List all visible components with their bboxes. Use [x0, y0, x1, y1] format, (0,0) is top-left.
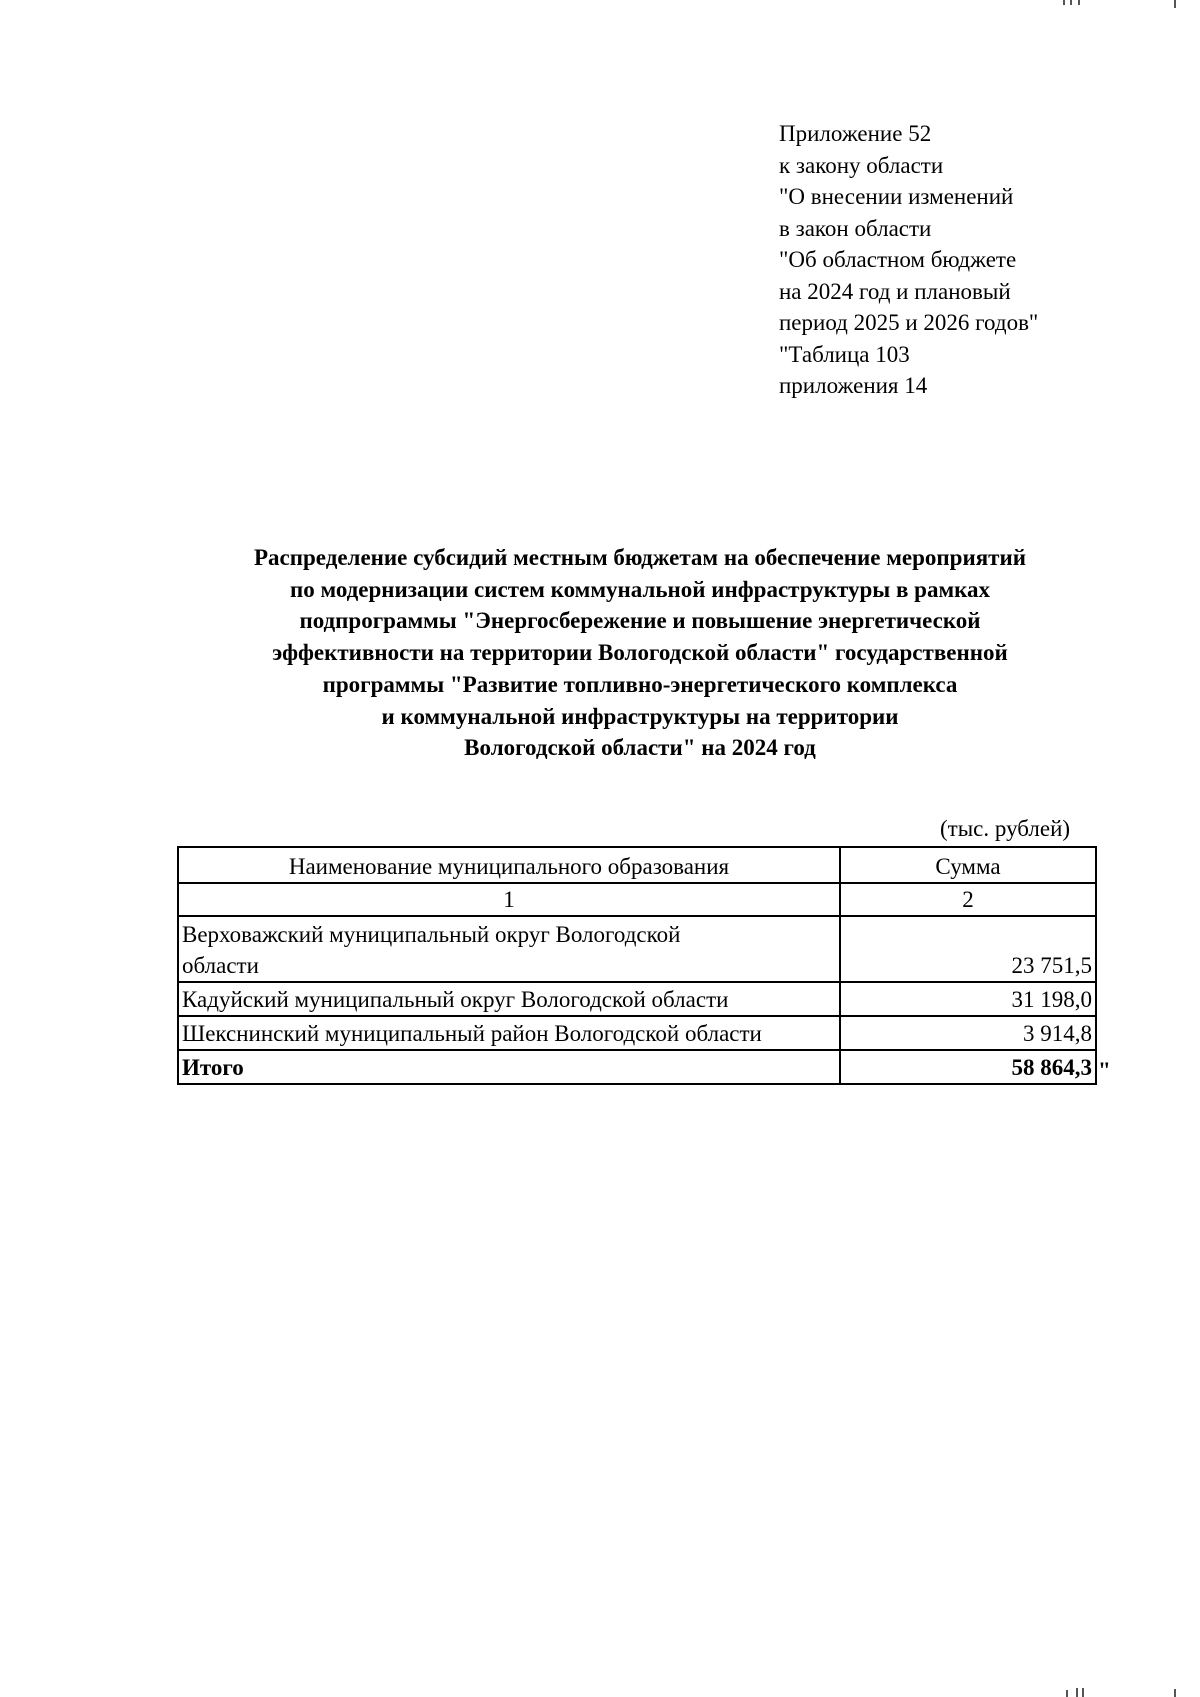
amount-cell: 3 914,8: [840, 1016, 1096, 1050]
header-amount: Сумма: [840, 847, 1096, 883]
table-row: [178, 982, 1096, 1016]
scan-mark: [1078, 0, 1080, 5]
title-line: Вологодской области" на 2024 год: [464, 735, 816, 761]
appendix-line: к закону области: [779, 152, 944, 178]
table-row: [178, 916, 1096, 982]
appendix-line: на 2024 год и плановый: [779, 278, 1011, 304]
column-number: 1: [178, 883, 840, 916]
municipality-name-line: Верховажский муниципальный округ Вологодской: [182, 922, 681, 947]
title-line: эффективности на территории Вологодской области" государственной: [272, 640, 1008, 666]
appendix-header: [779, 118, 1038, 402]
scan-mark: [1174, 1689, 1176, 1697]
table-header-row: [178, 847, 1096, 883]
title-line: по модернизации систем коммунальной инфраструктуры в рамках: [289, 576, 991, 602]
amount-cell: 31 198,0: [840, 982, 1096, 1016]
municipality-name: [178, 916, 840, 982]
municipality-name: Шекснинский муниципальный район Вологодской области: [178, 1016, 840, 1050]
scan-mark: [1174, 0, 1176, 8]
closing-quote: ": [1098, 1058, 1111, 1083]
subsidies-table: [177, 846, 1097, 1085]
scan-mark: [1076, 1688, 1078, 1697]
title-line: программы "Развитие топливно-энергетического комплекса: [322, 671, 958, 697]
total-amount: 58 864,3: [840, 1050, 1096, 1084]
table-column-numbers-row: [178, 883, 1096, 916]
table-total-row: [178, 1050, 1096, 1084]
title-line: подпрограммы "Энергосбережение и повышение энергетической: [299, 608, 981, 634]
appendix-line: "Об областном бюджете: [779, 247, 1017, 272]
title-line: Распределение субсидий местным бюджетам на обеспечение мероприятий: [254, 545, 1026, 570]
column-number: 2: [840, 883, 1096, 916]
appendix-line: период 2025 и 2026 годов": [779, 310, 1039, 335]
document-title: [150, 542, 1130, 764]
scan-mark: [1066, 1690, 1068, 1697]
appendix-line: приложения 14: [779, 373, 928, 398]
units-label: (тыс. рублей): [940, 816, 1071, 841]
total-label: Итого: [178, 1050, 840, 1084]
scan-mark: [1082, 1688, 1084, 1697]
title-line: и коммунальной инфраструктуры на территории: [381, 703, 899, 729]
municipality-name: Кадуйский муниципальный округ Вологодской области: [178, 982, 840, 1016]
header-name: Наименование муниципального образования: [178, 847, 840, 883]
appendix-line: "Таблица 103: [779, 341, 910, 367]
municipality-name-line: области: [182, 953, 259, 978]
appendix-line: "О внесении изменений: [779, 184, 1014, 209]
appendix-line: Приложение 52: [779, 121, 932, 146]
scan-mark: [1063, 0, 1065, 5]
amount-cell: 23 751,5: [840, 916, 1096, 982]
scan-mark: [1070, 0, 1072, 5]
table-row: [178, 1016, 1096, 1050]
appendix-line: в закон области: [779, 215, 932, 241]
